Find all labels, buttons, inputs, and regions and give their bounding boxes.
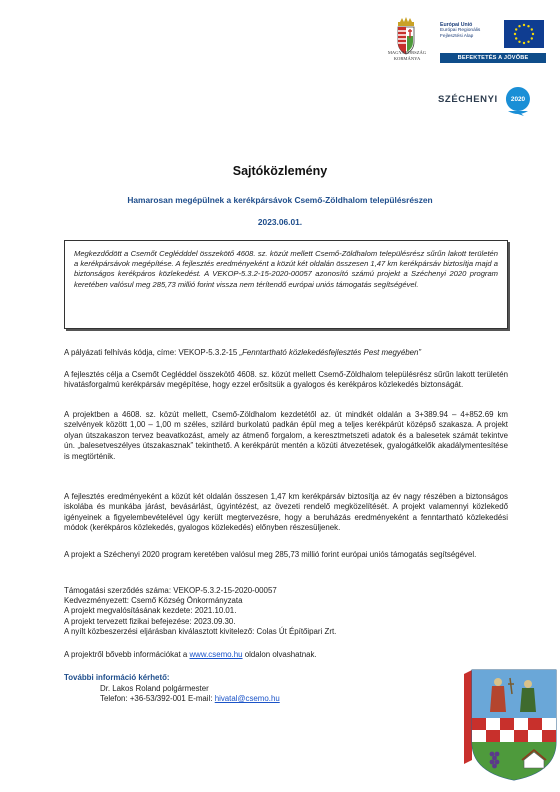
fact-beneficiary: Kedvezményezett: Csemő Község Önkormányzata <box>64 596 243 606</box>
fact-contract-number: Támogatási szerződés száma: VEKOP-5.3.2-15-2020-00057 <box>64 586 277 595</box>
call-prefix: A pályázati felhívás kódja, címe: VEKOP-5.3.2-15 <box>64 348 240 357</box>
eu-flag-icon <box>504 20 544 48</box>
call-code-paragraph <box>64 348 508 358</box>
lead-paragraph: Megkezdődött a Csemőt Ceglédddel összekötő 4608. sz. közút mellett Csemő-Zöldhalom településrész sűrűn lakott területén a kerékpársávok megépítése. A fejlesztés eredményeként a közút két oldalán összesen 1,47 km kerékpársáv biztosítja majd a biztonságos kerékpáros közlekedést. A VEKOP-5.3.2-15-2020-00057 azonosító számú projekt a Széchenyi 2020 program keretében valósul meg 285,73 millió forint vissza nem térítendő európai uniós támogatás segítségével. <box>74 249 498 289</box>
website-link[interactable]: www.csemo.hu <box>189 650 243 659</box>
szechenyi-year: 2020 <box>510 96 526 103</box>
contact-phone-email: Telefon: +36-53/392-001 E-mail: hivatal@csemo.hu <box>100 694 280 704</box>
contact-name: Dr. Lakos Roland polgármester <box>100 684 209 693</box>
szechenyi-2020-logo <box>438 86 534 116</box>
contact-block <box>100 684 460 704</box>
eu-logo-text: Európai Unió Európai Regionális Fejlesztési Alap <box>440 22 481 39</box>
csemo-coat-of-arms-icon <box>462 664 558 782</box>
project-paragraph: A projektben a 4608. sz. közút mellett, Csemő-Zöldhalom kezdetétől az. út mindkét oldalán a 3+389.94 – 4+852.69 km szelvények között 1,00 – 1,00 m széles, szilárd burkolatú padkán épül meg a teljes kerékpárút középső szakasza. A projekt olyan útszakaszon tervez beavatkozást, amely az átmenő forgalom, a keresztmetszeti adatok és a balesetek számát tekintve ún. „balesetveszélyes útszakasznak” tekinthető. A kerékpárút mentén a közúti átvezetések, gyalogátkelők akadálymentesítése is megtörténik. <box>64 410 508 461</box>
eu-logo <box>440 20 546 52</box>
lead-box <box>64 240 508 329</box>
szechenyi-wordmark: SZÉCHENYI <box>438 94 498 105</box>
page-title: Sajtóközlemény <box>232 164 328 178</box>
contact-heading: További információ kérhető: <box>64 673 170 682</box>
more-info-paragraph: A projektről bővebb információkat a www.csemo.hu oldalon olvashatnak. <box>64 650 317 659</box>
fact-end-date: A projekt tervezett fizikai befejezése: 2023.09.30. <box>64 616 236 626</box>
call-title: „Fenntartható közlekedésfejlesztés Pest megyében” <box>239 348 422 357</box>
release-date: 2023.06.01. <box>257 217 303 227</box>
result-paragraph: A fejlesztés eredményeként a közút két oldalán összesen 1,47 km kerékpársáv biztosítja az év nagy részében a biztonságos iskolába és munkába járást, bevásárlást, ügyintézést, az övezeti rendelő megközelítését. A projekt valamennyi közlekedő igényeinek a figyelembevételével úgy került megtervezésre, hogy a beruházás eredményeként a fenntartható közlekedési módok (kerékpáros közlekedés, gyalogos közlekedés) előnyben részesüljenek. <box>64 492 508 533</box>
goal-paragraph: A fejlesztés célja a Csemőt Cegléddel összekötő 4608. sz. közút mellett Csemő-Zöldhalom településrész sűrűn lakott területén hivatásforgalmú kerékpársáv megépítése, hogy ezzel erősítsük a gyalogos és kerékpáros közlekedés biztonságát. <box>64 370 508 390</box>
gov-logo-label: MAGYARORSZÁG KORMÁNYA <box>387 50 427 61</box>
email-link[interactable]: hivatal@csemo.hu <box>214 694 280 704</box>
eu-banner: BEFEKTETÉS A JÖVŐBE <box>440 53 546 63</box>
fact-start-date: A projekt megvalósításának kezdete: 2021.10.01. <box>64 606 237 616</box>
funding-paragraph: A projekt a Széchenyi 2020 program keretében valósul meg 285,73 millió forint európai uniós támogatás segítségével. <box>64 550 477 559</box>
project-facts <box>64 586 508 637</box>
fact-contractor: A nyílt közbeszerzési eljárásban kiválasztott kivitelező: Colas Út Építőipari Zrt. <box>64 626 337 636</box>
page-subtitle: Hamarosan megépülnek a kerékpársávok Csemő-Zöldhalom településrészen <box>127 195 433 205</box>
